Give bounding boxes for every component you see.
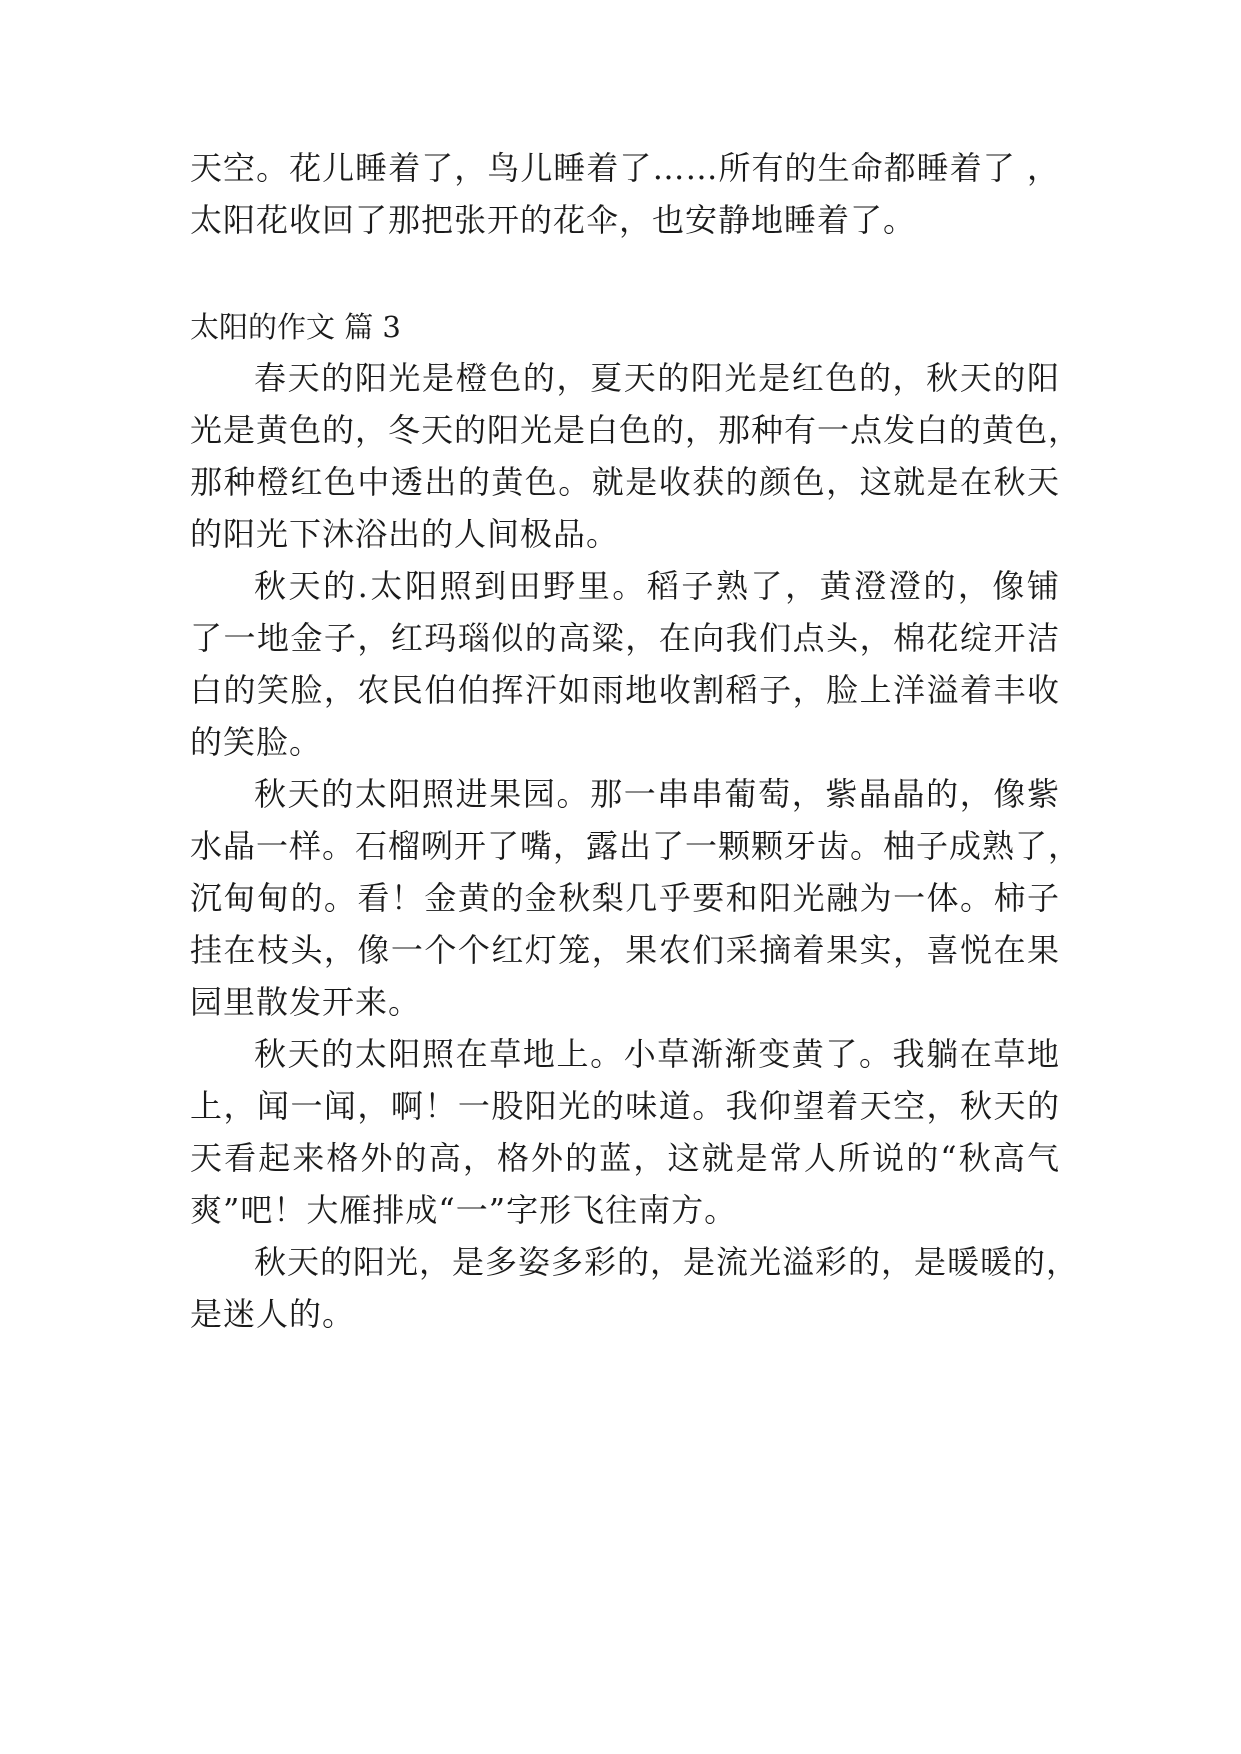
paragraph-line: 那种橙红色中透出的黄色。就是收获的颜色，这就是在秋天 [190,463,1060,501]
paragraph-line: 挂在枝头，像一个个红灯笼，果农们采摘着果实，喜悦在果 [190,931,1060,969]
paragraph-line: 爽”吧！大雁排成“一”字形飞往南方。 [190,1191,738,1229]
paragraph-line: 的阳光下沐浴出的人间极品。 [190,515,620,553]
paragraph-line: 春天的阳光是橙色的，夏天的阳光是红色的，秋天的阳 [254,359,1060,397]
paragraph-line: 秋天的太阳照进果园。那一串串葡萄，紫晶晶的，像紫 [254,775,1060,813]
paragraph-line: 了一地金子，红玛瑙似的高粱，在向我们点头，棉花绽开洁 [190,619,1060,657]
paragraph-line: 秋天的阳光，是多姿多彩的，是流光溢彩的，是暖暖的， [254,1243,1080,1281]
paragraph-line: 的笑脸。 [190,723,323,761]
paragraph-line: 光是黄色的，冬天的阳光是白色的，那种有一点发白的黄色， [190,411,1082,449]
paragraph-line: 上，闻一闻，啊！一股阳光的味道。我仰望着天空，秋天的 [190,1087,1060,1125]
text-line: 太阳花收回了那把张开的花伞，也安静地睡着了。 [190,201,917,239]
paragraph-line: 是迷人的。 [190,1295,356,1333]
paragraph-line: 秋天的.太阳照到田野里。稻子熟了，黄澄澄的，像铺 [254,567,1060,605]
paragraph-line: 秋天的太阳照在草地上。小草渐渐变黄了。我躺在草地 [254,1035,1060,1073]
paragraph-line: 园里散发开来。 [190,983,422,1021]
text-line: 天空。花儿睡着了，鸟儿睡着了……所有的生命都睡着了 ， [190,149,1060,187]
paragraph-line: 天看起来格外的高，格外的蓝，这就是常人所说的“秋高气 [190,1139,1060,1177]
paragraph-line: 水晶一样。石榴咧开了嘴，露出了一颗颗牙齿。柚子成熟了， [190,827,1082,865]
section-heading: 太阳的作文 篇 3 [190,310,401,344]
paragraph-line: 白的笑脸，农民伯伯挥汗如雨地收割稻子，脸上洋溢着丰收 [190,671,1060,709]
paragraph-line: 沉甸甸的。看！金黄的金秋梨几乎要和阳光融为一体。柿子 [190,879,1060,917]
